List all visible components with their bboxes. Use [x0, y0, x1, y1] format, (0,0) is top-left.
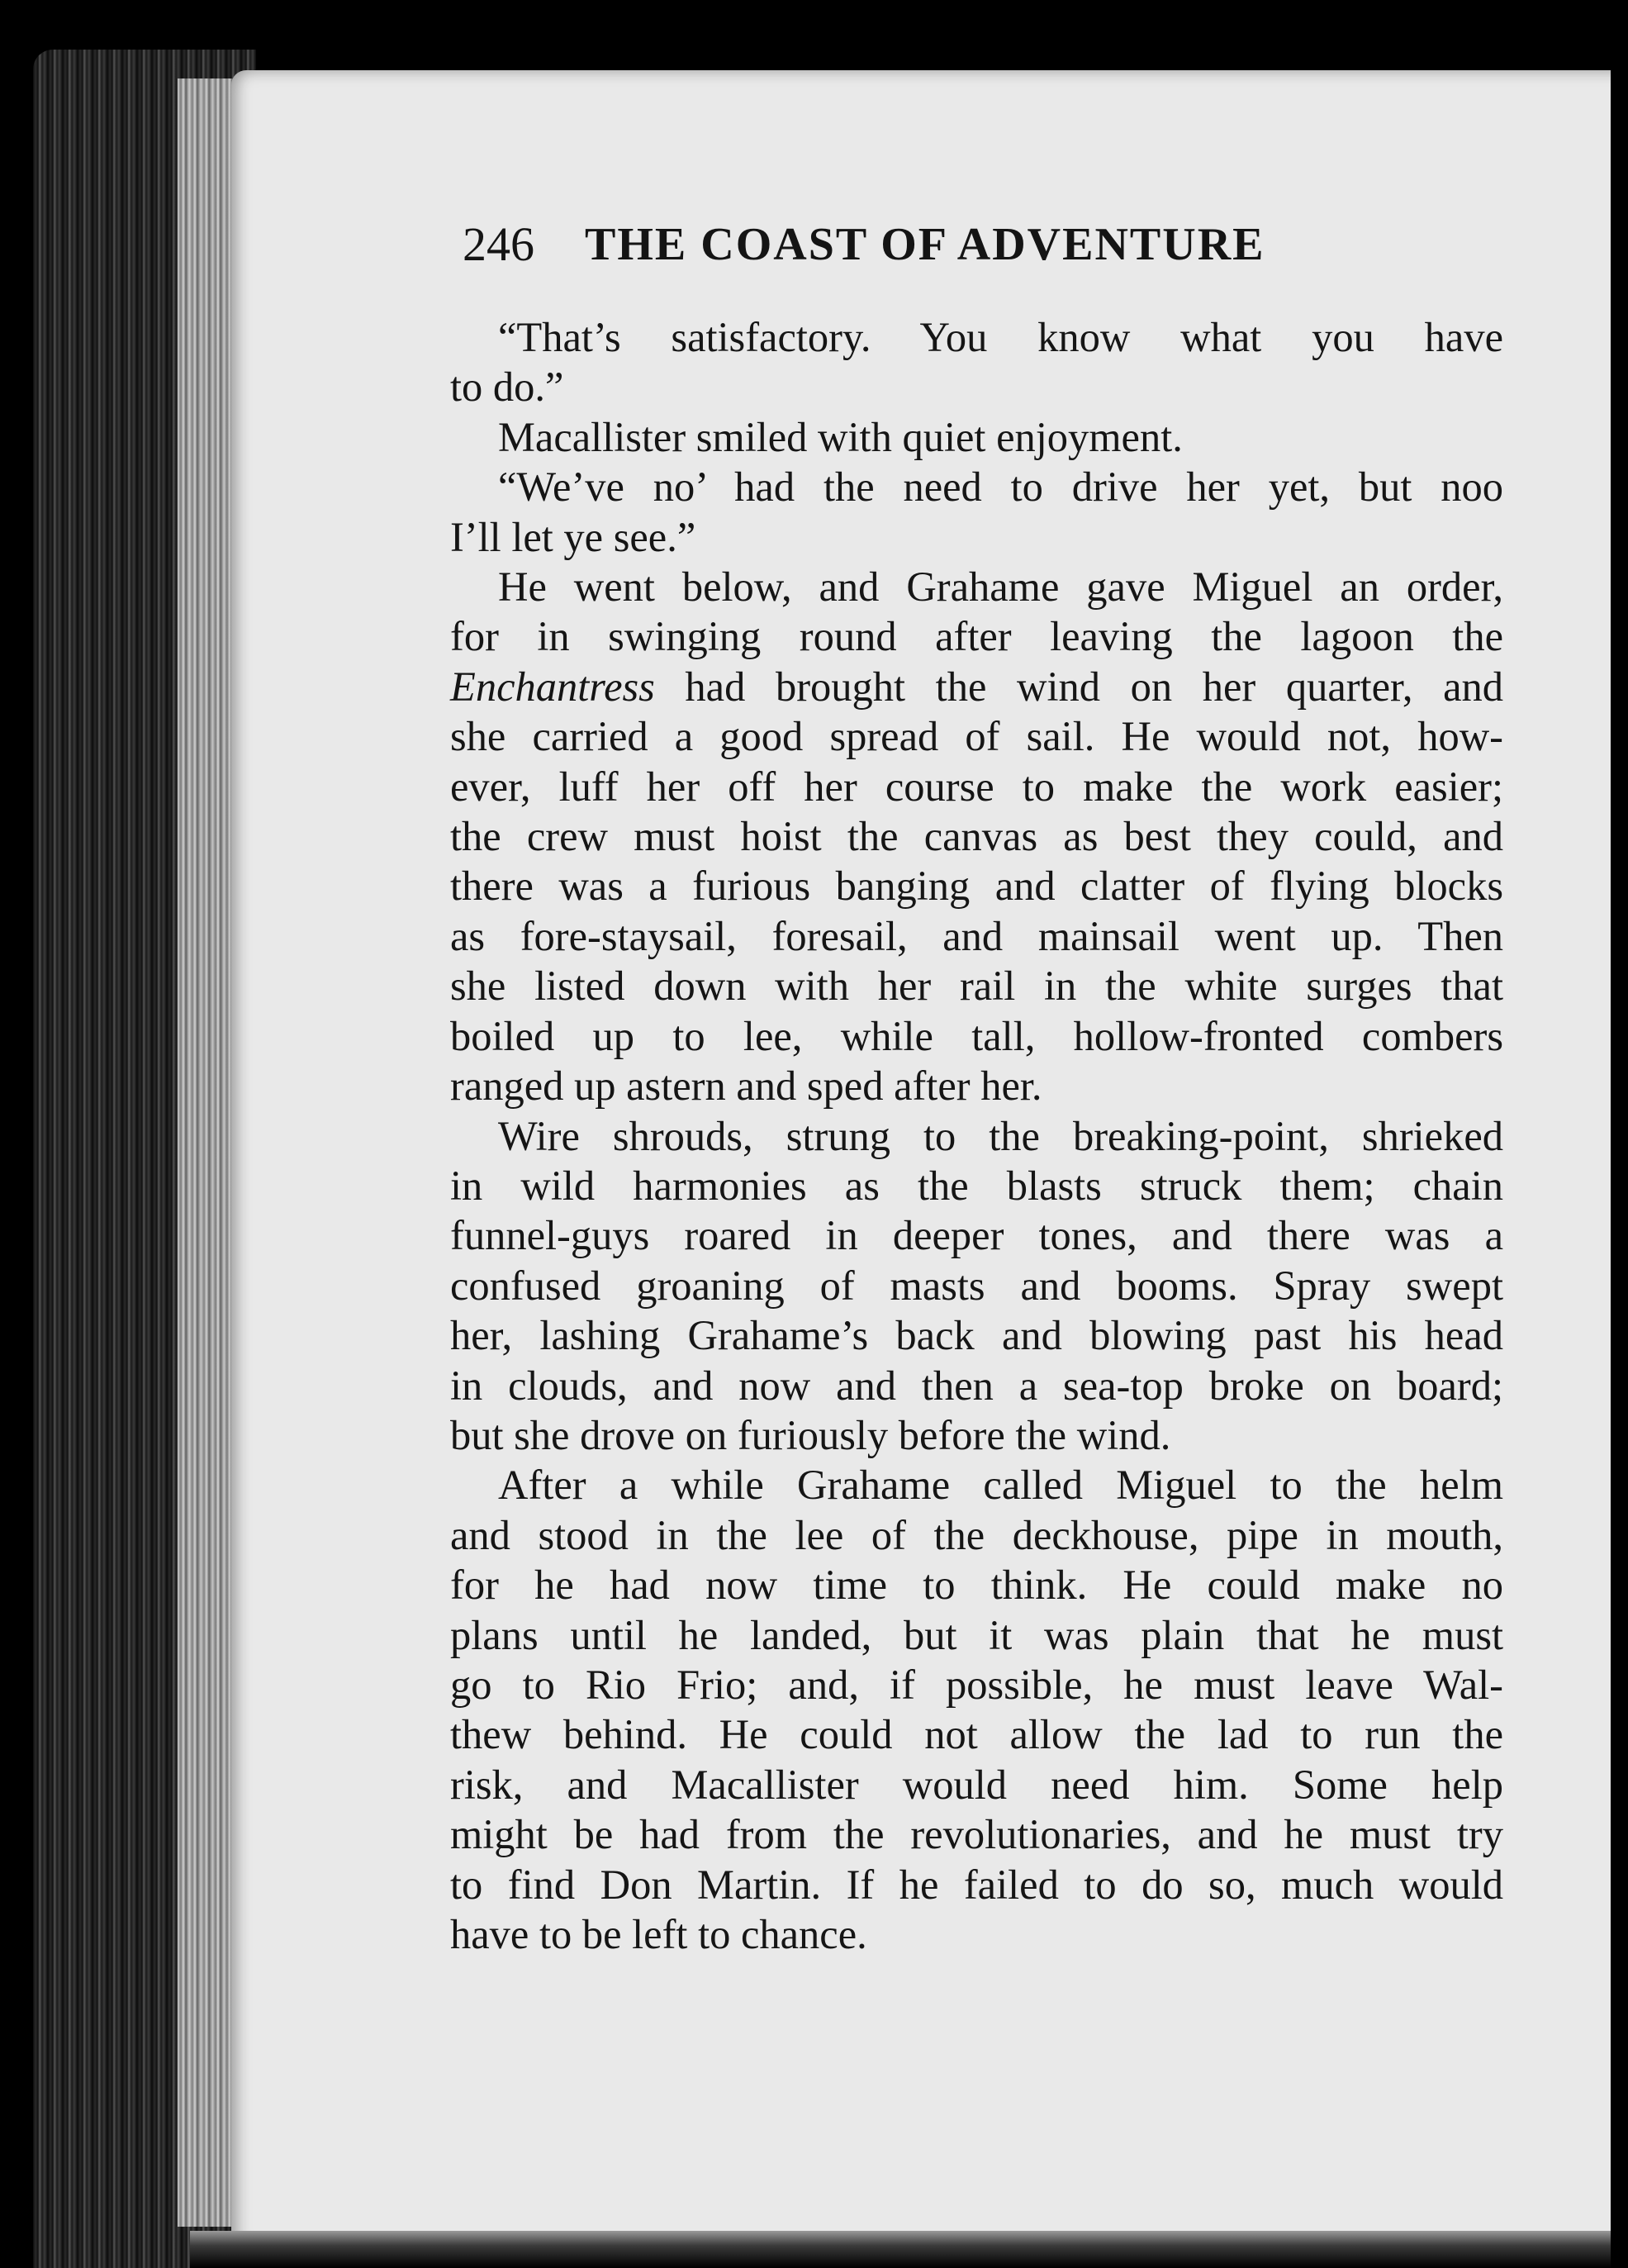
text-line: and stood in the lee of the deckhouse, pipe in mouth,: [450, 1511, 1503, 1558]
text-line: thew behind. He could not allow the lad to run the: [450, 1711, 1503, 1758]
paragraph: [450, 462, 1503, 562]
paragraph: [450, 1111, 1503, 1461]
page-header: [463, 213, 1379, 288]
text-line: to find Don Martin. If he failed to do so, much would: [450, 1861, 1503, 1908]
text-line: go to Rio Frio; and, if possible, he must leave Wal-: [450, 1661, 1503, 1708]
text-line: have to be left to chance.: [450, 1911, 867, 1957]
text-line: to do.”: [450, 364, 564, 411]
text-line: “We’ve no’ had the need to drive her yet, but noo: [498, 464, 1503, 511]
text-line: Macallister smiled with quiet enjoyment.: [498, 413, 1183, 460]
paragraph: [450, 412, 1503, 462]
text-line: Wire shrouds, strung to the breaking-point, shrieked: [498, 1112, 1503, 1159]
text-line: plans until he landed, but it was plain that he must: [450, 1611, 1503, 1658]
scan-right-border: [1611, 70, 1628, 2268]
text-line: her, lashing Grahame’s back and blowing past his head: [450, 1312, 1503, 1359]
page-bottom-shadow: [190, 2231, 1628, 2268]
text-line: for in swinging round after leaving the lagoon the: [450, 613, 1503, 660]
text-line: in clouds, and now and then a sea-top broke on board;: [450, 1362, 1503, 1409]
text-line: for he had now time to think. He could make no: [450, 1562, 1503, 1609]
text-line: boiled up to lee, while tall, hollow-fronted combers: [450, 1012, 1503, 1059]
body-text: [450, 312, 1503, 1959]
text-line: in wild harmonies as the blasts struck them; chain: [450, 1162, 1503, 1209]
text-fragment: had brought the wind on her quarter, and: [685, 663, 1503, 710]
paragraph: [450, 1460, 1503, 1959]
text-line: but she drove on furiously before the wind.: [450, 1411, 1171, 1458]
ship-name: Enchantress: [450, 663, 655, 710]
text-line: there was a furious banging and clatter of flying blocks: [450, 863, 1503, 910]
text-line: He went below, and Grahame gave Miguel an order,: [498, 563, 1503, 611]
text-line: as fore-staysail, foresail, and mainsail went up. Then: [450, 912, 1503, 959]
text-line: she carried a good spread of sail. He would not, how-: [450, 713, 1503, 760]
running-head: THE COAST OF ADVENTURE: [585, 219, 1265, 270]
text-line: ever, luff her off her course to make the work easier;: [450, 763, 1503, 810]
text-line: risk, and Macallister would need him. Some help: [450, 1761, 1503, 1808]
paragraph: [450, 312, 1503, 412]
text-line: After a while Grahame called Miguel to the helm: [498, 1462, 1503, 1509]
text-line: funnel-guys roared in deeper tones, and there was a: [450, 1212, 1503, 1259]
text-line: I’ll let ye see.”: [450, 513, 696, 560]
text-line: confused groaning of masts and booms. Spray swept: [450, 1262, 1503, 1309]
text-line: “That’s satisfactory. You know what you have: [498, 314, 1503, 360]
paragraph: [450, 562, 1503, 1110]
text-line: might be had from the revolutionaries, and he must try: [450, 1811, 1503, 1858]
text-line: ranged up astern and sped after her.: [450, 1063, 1042, 1110]
text-line: [450, 662, 1503, 711]
text-line: the crew must hoist the canvas as best they could, and: [450, 813, 1503, 860]
text-line: she listed down with her rail in the white surges that: [450, 963, 1503, 1010]
page-number: 246: [463, 217, 534, 271]
